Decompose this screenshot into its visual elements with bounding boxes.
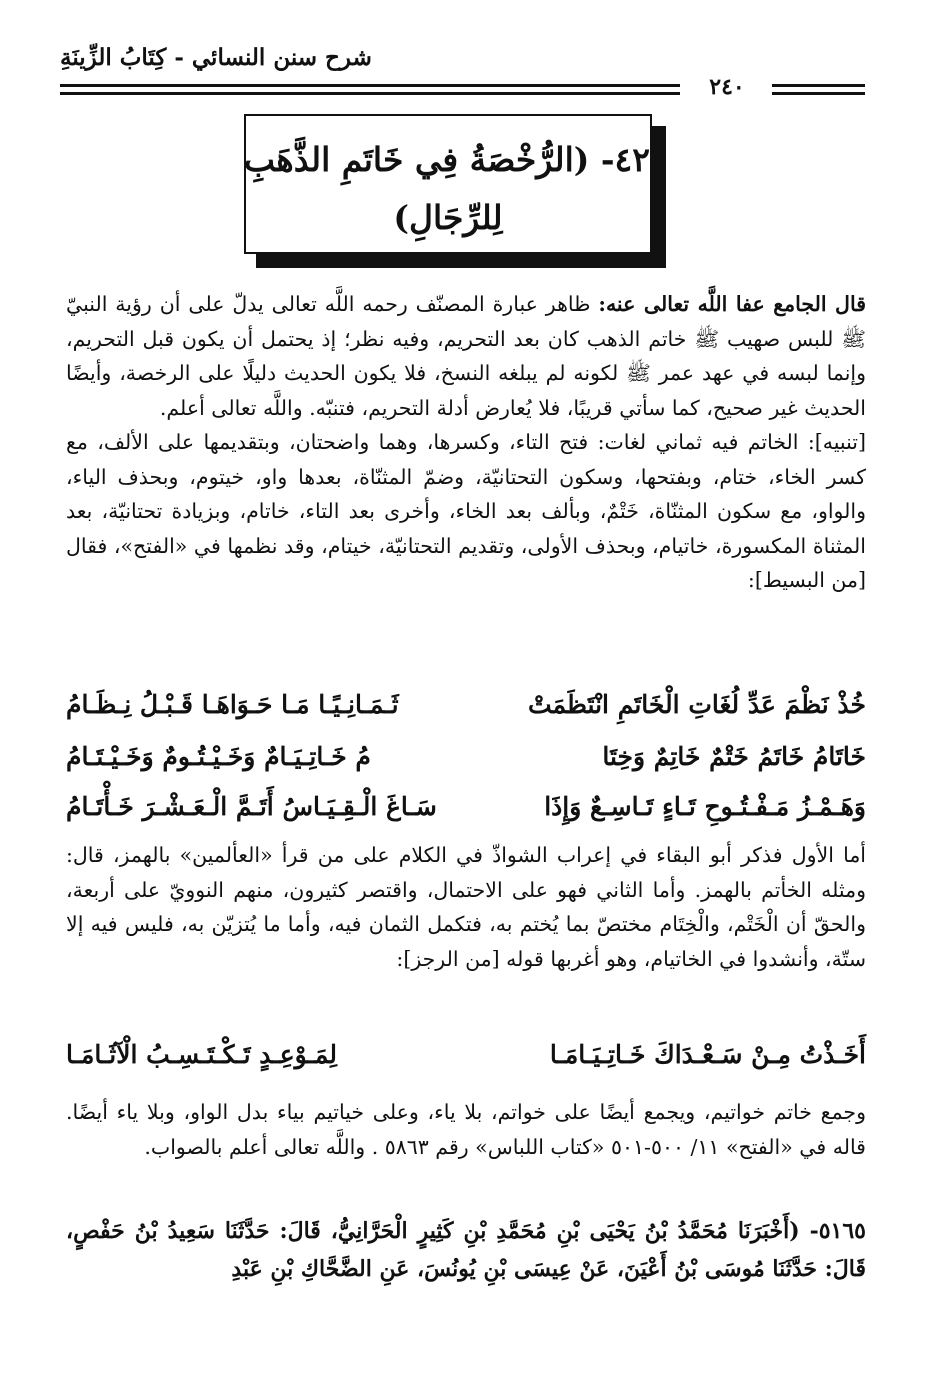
plural-paragraph: وجمع خاتم خواتيم، ويجمع أيضًا على خواتم، بلا ياء، وعلى خياتيم بياء بدل الواو، وبلا ياء أيضًا. قاله في «الفتح» ١١/ ٥٠٠-٥٠١ «كتاب اللباس» رقم ٥٨٦٣ . واللَّه تعالى أعلم بالصواب.	[66, 1100, 866, 1159]
page-number-rule-top	[772, 84, 865, 87]
intro-paragraph	[66, 287, 866, 425]
poem-verse	[66, 792, 866, 834]
hadith-5165	[66, 1212, 866, 1288]
poem-verse	[66, 742, 866, 784]
verse-second-hemistich: لِمَـوْعِـدٍ تَـكْـتَـسِـبُ الْآثَـامَـا	[66, 1040, 337, 1069]
verse-first-hemistich: خَاتَامُ خَاتَمُ خَتْمٌ خَاتِمٌ وَخِتَا	[602, 742, 866, 771]
verse-second-hemistich: سَـاغَ الْـقِـيَـاسُ أَتَـمَّ الْـعَـشْـرَ خَـأْتَـامُ	[66, 792, 437, 821]
verse-first-hemistich: وَهَـمْـزُ مَـفْـتُـوحِ تَـاءٍ تَـاسِـعٌ وَإِذَا	[544, 792, 866, 821]
chapter-title-box	[244, 114, 652, 254]
rajaz-verse	[66, 1040, 866, 1082]
chapter-title-line2: لِلرِّجَالِ)	[393, 198, 503, 237]
discussion-block	[66, 838, 866, 976]
commentator-lead: قال الجامع عفا اللَّه تعالى عنه:	[598, 292, 866, 316]
note-paragraph: [تنبيه]: الخاتم فيه ثماني لغات: فتح التاء، وكسرها، وهما واضحتان، وبتقديمها على الألف، مع كسر الخاء، ختام، وبفتحها، وسكون التحتانيّة، وضمّ المثنّاة، بعدها واو، خيتوم، وبحذف الياء، والواو، مع سكون المثنّاة، خَتْمٌ، وبألف بعد الخاء، وأخرى بعد التاء، خاتام، وبزيادة تحتانيّة، بعد المثناة المكسورة، خاتيام، وبحذف الأولى، وتقديم التحتانيّة، خيتام، وقد نظمها في «الفتح»، فقال [من البسيط]:	[66, 430, 866, 592]
header-rule-bottom	[60, 92, 680, 95]
chapter-title-line1: ٤٢- (الرُّخْصَةُ فِي خَاتَمِ الذَّهَبِ	[243, 140, 650, 179]
header-rule-top	[60, 84, 680, 87]
page-header	[60, 44, 865, 104]
verse-second-hemistich: مُ خَـاتِـيَـامٌ وَخَـيْـتُـومٌ وَخَـيْـتَـامُ	[66, 742, 371, 771]
verse-second-hemistich: ثَـمَـانِـيًـا مَـا حَـوَاهَـا قَـبْـلُ نِـظَـامُ	[66, 690, 399, 719]
poem-verse	[66, 690, 866, 732]
page-number: ٢٤٠	[709, 74, 745, 100]
verse-first-hemistich: خُذْ نَظْمَ عَدِّ لُغَاتِ الْخَاتَمِ انْتَظَمَتْ	[528, 690, 866, 719]
discussion-paragraph: أما الأول فذكر أبو البقاء في إعراب الشواذّ في الكلام على من قرأ «العألمين» بالهمز، قال: ومثله الخأتم بالهمز. وأما الثاني فهو على الاحتمال، واقتصر كثيرون، منهم النوويّ على أربعة، والحقّ أن الْخَتْم، والْخِتَام مختصّ بما يُختم به، فتكمل الثمان فيه، وأما ما يُتزيّن به، فليس فيه إلا ستّة، وأنشدوا في الخاتيام، وهو أغربها قوله [من الرجز]:	[66, 843, 866, 971]
plural-block	[66, 1095, 866, 1164]
intro-text: ظاهر عبارة المصنّف رحمه اللَّه تعالى يدلّ على أن رؤية النبيّ ﷺ للبس صهيب ﷺ خاتم الذهب كان بعد التحريم، وفيه نظر؛ إذ يحتمل أن يكون قبل التحريم، وإنما لبسه في عهد عمر ﷺ لكونه لم يبلغه النسخ، فلا يكون الحديث دليلًا على الرخصة، وأيضًا الحديث غير صحيح، كما سأتي قريبًا، فلا يُعارض أدلة التحريم، فتنبّه. واللَّه تعالى أعلم.	[66, 292, 866, 420]
verse-first-hemistich: أَخَـذْتُ مِـنْ سَـعْـدَاكَ خَـاتِـيَـامَـا	[549, 1040, 866, 1069]
hadith-text: ٥١٦٥- (أَخْبَرَنَا مُحَمَّدُ بْنُ يَحْيَى بْنِ مُحَمَّدِ بْنِ كَثِيرٍ الْحَرَّانِيُّ، قَالَ: حَدَّثَنَا سَعِيدُ بْنُ حَفْصٍ، قَالَ: حَدَّثَنَا مُوسَى بْنُ أَعْيَنَ، عَنْ عِيسَى بْنِ يُونُسَ، عَنِ الضَّحَّاكِ بْنِ عَبْدِ	[66, 1218, 866, 1282]
commentary-block	[66, 287, 866, 598]
page-number-rule-bottom	[772, 92, 865, 95]
running-title: شرح سنن النسائي - كِتَابُ الزِّينَةِ	[60, 44, 372, 71]
